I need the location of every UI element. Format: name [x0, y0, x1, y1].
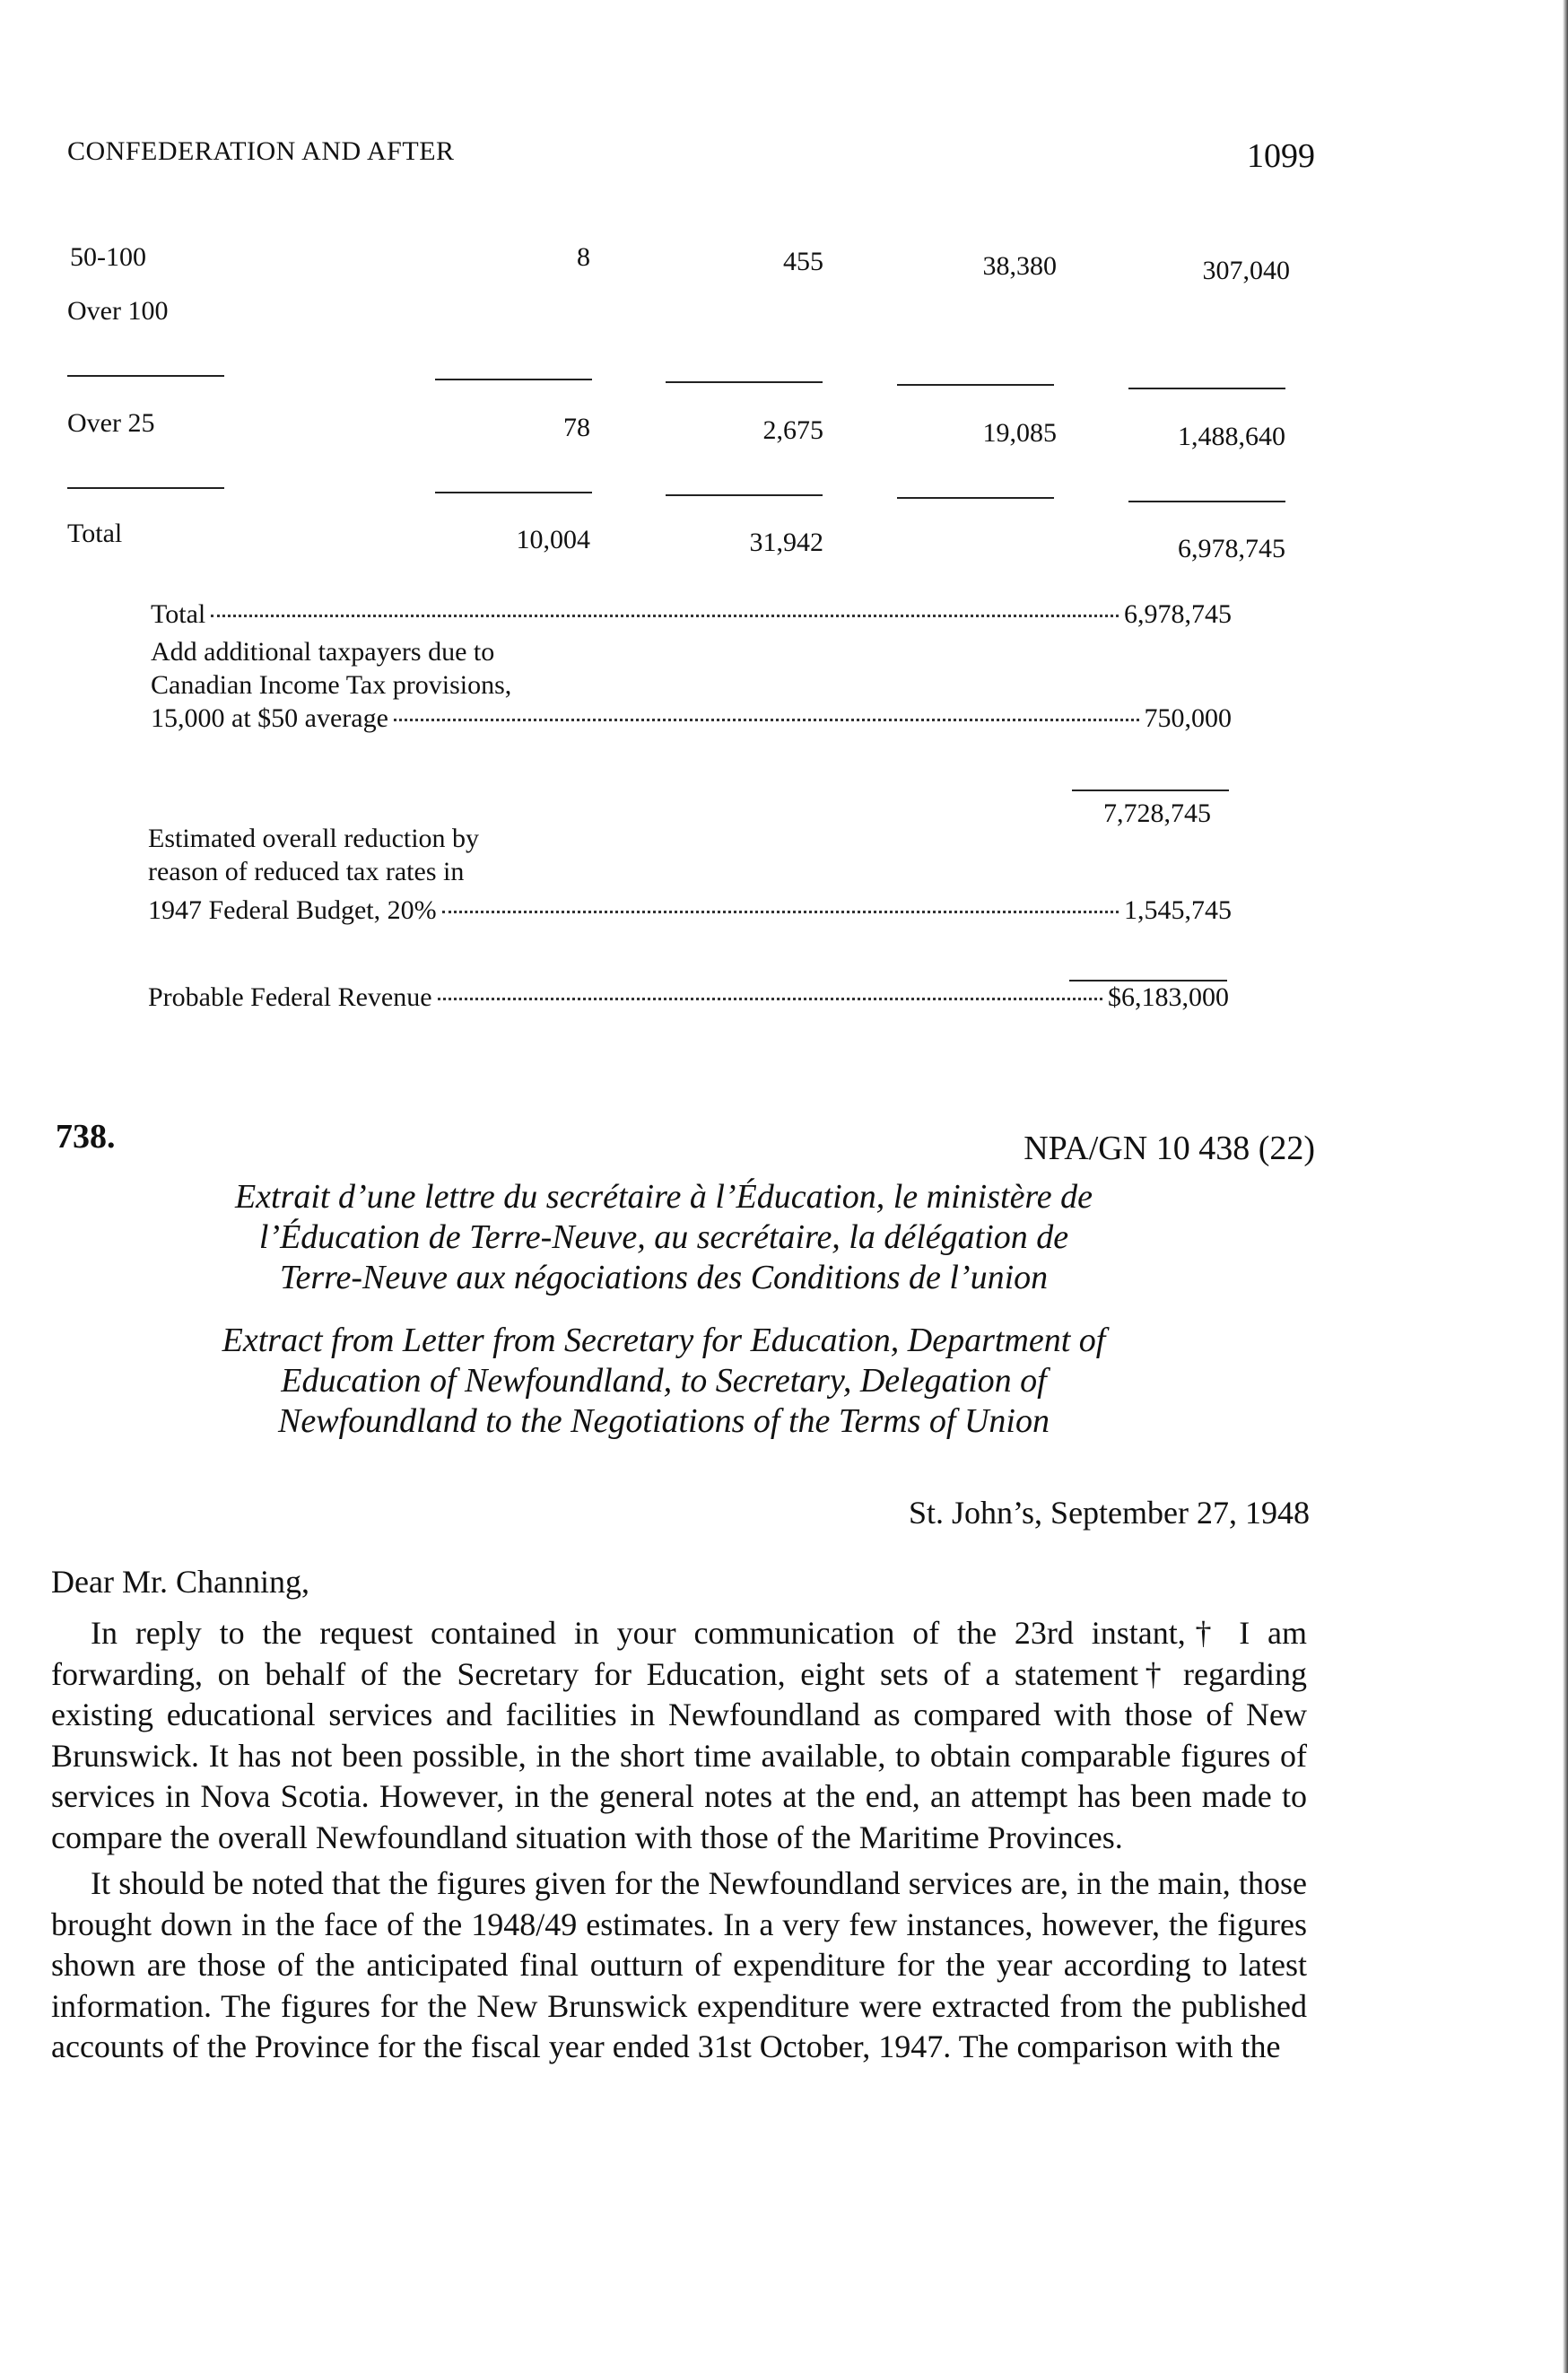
table-rule — [435, 492, 592, 493]
summary-rule — [1069, 980, 1227, 981]
title-line: l’Éducation de Terre-Neuve, au secrétaire, la délégation de — [258, 1218, 1069, 1256]
summary-revenue-row — [148, 982, 1229, 1013]
row-cell: 455 — [783, 247, 823, 276]
table-rule — [666, 494, 823, 496]
salutation: Dear Mr. Channing, — [51, 1564, 309, 1600]
dot-leader — [211, 615, 1119, 617]
title-line: Extrait d’une lettre du secrétaire à l’Éducation, le ministère de — [234, 1178, 1093, 1216]
summary-total-value: 6,978,745 — [1124, 599, 1232, 629]
table-rule — [1128, 501, 1285, 502]
row-cell: 78 — [563, 413, 590, 442]
table-rule — [67, 375, 224, 377]
row-cell: 6,978,745 — [1178, 534, 1285, 563]
summary-add-value: 750,000 — [1144, 703, 1232, 733]
title-line: Education of Newfoundland, to Secretary, Delegation of — [281, 1362, 1047, 1400]
running-title: CONFEDERATION AND AFTER — [67, 136, 455, 166]
table-rule — [897, 497, 1054, 499]
title-english — [126, 1321, 1202, 1442]
title-line: Terre-Neuve aux négociations des Conditions de l’union — [279, 1259, 1049, 1296]
summary-est-line: Estimated overall reduction by — [148, 824, 480, 853]
summary-est-value: 1,545,745 — [1124, 895, 1232, 925]
row-cell: 38,380 — [982, 251, 1057, 281]
document-number: 738. — [56, 1118, 116, 1156]
summary-add-label: 15,000 at $50 average — [151, 703, 388, 733]
summary-add-row — [151, 703, 1232, 734]
row-cell: 10,004 — [516, 525, 590, 554]
page-edge-shadow — [1563, 0, 1568, 2373]
table-rule — [67, 487, 224, 489]
page-number: 1099 — [1247, 137, 1315, 175]
row-cell: 1,488,640 — [1178, 422, 1285, 451]
row-cell: 307,040 — [1202, 256, 1290, 285]
table-rule — [1128, 388, 1285, 389]
summary-est-label: 1947 Federal Budget, 20% — [148, 895, 437, 925]
dateline: St. John’s, September 27, 1948 — [909, 1495, 1310, 1531]
letter-body — [51, 1613, 1307, 2073]
summary-add-line: Canadian Income Tax provisions, — [151, 670, 512, 700]
summary-revenue-label: Probable Federal Revenue — [148, 982, 432, 1012]
dot-leader — [438, 998, 1102, 1000]
row-cell: 31,942 — [749, 528, 823, 557]
dot-leader — [394, 719, 1139, 721]
table-rule — [897, 384, 1054, 386]
summary-est-line: reason of reduced tax rates in — [148, 857, 465, 886]
table-rule — [435, 379, 592, 380]
paragraph: In reply to the request contained in your communication of the 23rd instant,† I am forwarding, on behalf of the Secretary for Education, eight sets of a statement† regarding existing educational services and facilities in Newfoundland as compared with those of New Brunswick. It has not been possible, in the short time available, to obtain comparable figures of services in Nova Scotia. However, in the general notes at the end, an attempt has been made to compare the overall Newfoundland situation with those of the Maritime Provinces. — [51, 1615, 1307, 1855]
row-cell: 19,085 — [982, 418, 1057, 448]
dot-leader — [442, 911, 1119, 913]
row-label: Total — [67, 519, 123, 548]
paragraph: It should be noted that the figures given for the Newfoundland services are, in the main, those brought down in the face of the 1948/49 estimates. In a very few instances, however, the figures shown are those of the anticipated final outturn of expenditure for the year according to latest information. The figures for the New Brunswick expenditure were extracted from the published accounts of the Province for the fiscal year ended 31st October, 1947. The comparison with the — [51, 1865, 1307, 2064]
table-rule — [666, 381, 823, 383]
archive-reference: NPA/GN 10 438 (22) — [1024, 1130, 1315, 1167]
row-label: Over 25 — [67, 408, 155, 438]
row-label: Over 100 — [67, 296, 169, 326]
title-line: Newfoundland to the Negotiations of the Terms of Union — [278, 1402, 1050, 1440]
row-label: 50-100 — [70, 242, 146, 272]
summary-add-line: Add additional taxpayers due to — [151, 637, 495, 667]
summary-est-row — [148, 895, 1232, 926]
summary-rule — [1072, 790, 1229, 791]
title-line: Extract from Letter from Secretary for Education, Department of — [222, 1322, 1106, 1359]
row-cell: 8 — [577, 242, 590, 272]
summary-revenue-value: $6,183,000 — [1108, 982, 1229, 1012]
row-cell: 2,675 — [762, 415, 823, 445]
summary-total-row — [151, 599, 1232, 630]
summary-subtotal-value: 7,728,745 — [1103, 798, 1211, 828]
title-french — [126, 1177, 1202, 1298]
summary-total-label: Total — [151, 599, 206, 629]
